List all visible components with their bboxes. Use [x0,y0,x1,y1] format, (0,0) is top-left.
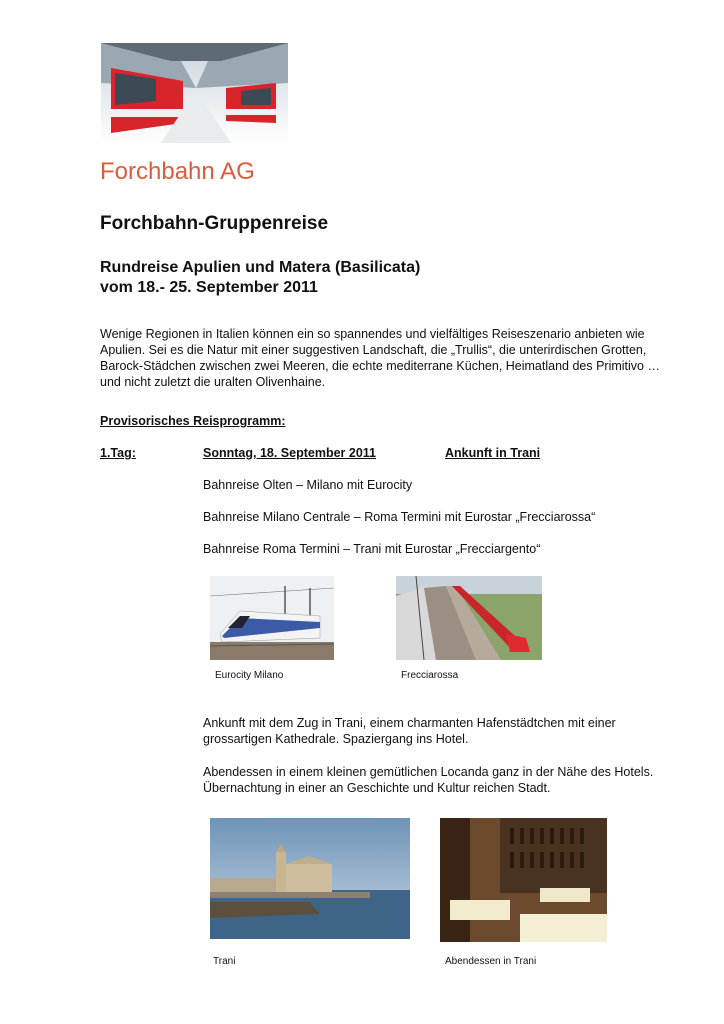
trip-dates: vom 18.- 25. September 2011 [100,279,318,296]
trip-title: Rundreise Apulien und Matera (Basilicata) [100,259,421,276]
day-destination: Ankunft in Trani [445,446,541,460]
brand-name: Forchbahn AG [100,158,255,185]
photo-caption: Abendessen in Trani [445,956,537,967]
intro-paragraph: Wenige Regionen in Italien können ein so spannendes und vielfältiges Reiseszenario anbieten wie Apulien. Sei es die Natur mit einer suggestiven Landschaft, die „Trullis“, die unterirdischen Grotten, Barock-Städchen zwischen zwei Meeren, die echte mediterrane Küchen, Heimatland des Primitivo … und nicht zuletzt die uralten Olivenhaine. [100,327,660,389]
eurocity-train-photo [210,576,334,660]
day-date: Sonntag, 18. September 2011 [203,446,376,460]
photo-caption: Eurocity Milano [215,670,284,681]
arrival-paragraph: Ankunft mit dem Zug in Trani, einem charmanten Hafenstädtchen mit einer grossartigen Kathedrale. Spaziergang ins Hotel. [203,716,616,746]
photo-caption: Trani [213,956,236,967]
restaurant-photo [440,818,607,942]
header-tram-photo [101,43,288,143]
travel-leg: Bahnreise Roma Termini – Trani mit Eurostar „Frecciargento“ [203,542,541,556]
program-heading: Provisorisches Reisprogramm: [100,414,286,428]
frecciarossa-train-photo [396,576,542,660]
page-title: Forchbahn-Gruppenreise [100,213,329,234]
travel-leg: Bahnreise Milano Centrale – Roma Termini mit Eurostar „Frecciarossa“ [203,510,596,524]
trani-cathedral-photo [210,818,410,939]
photo-caption: Frecciarossa [401,670,459,681]
day-label: 1.Tag: [100,446,136,460]
travel-leg: Bahnreise Olten – Milano mit Eurocity [203,478,413,492]
dinner-paragraph: Abendessen in einem kleinen gemütlichen Locanda ganz in der Nähe des Hotels. Übernachtung in einer an Geschichte und Kultur reichen Stadt. [203,765,654,795]
